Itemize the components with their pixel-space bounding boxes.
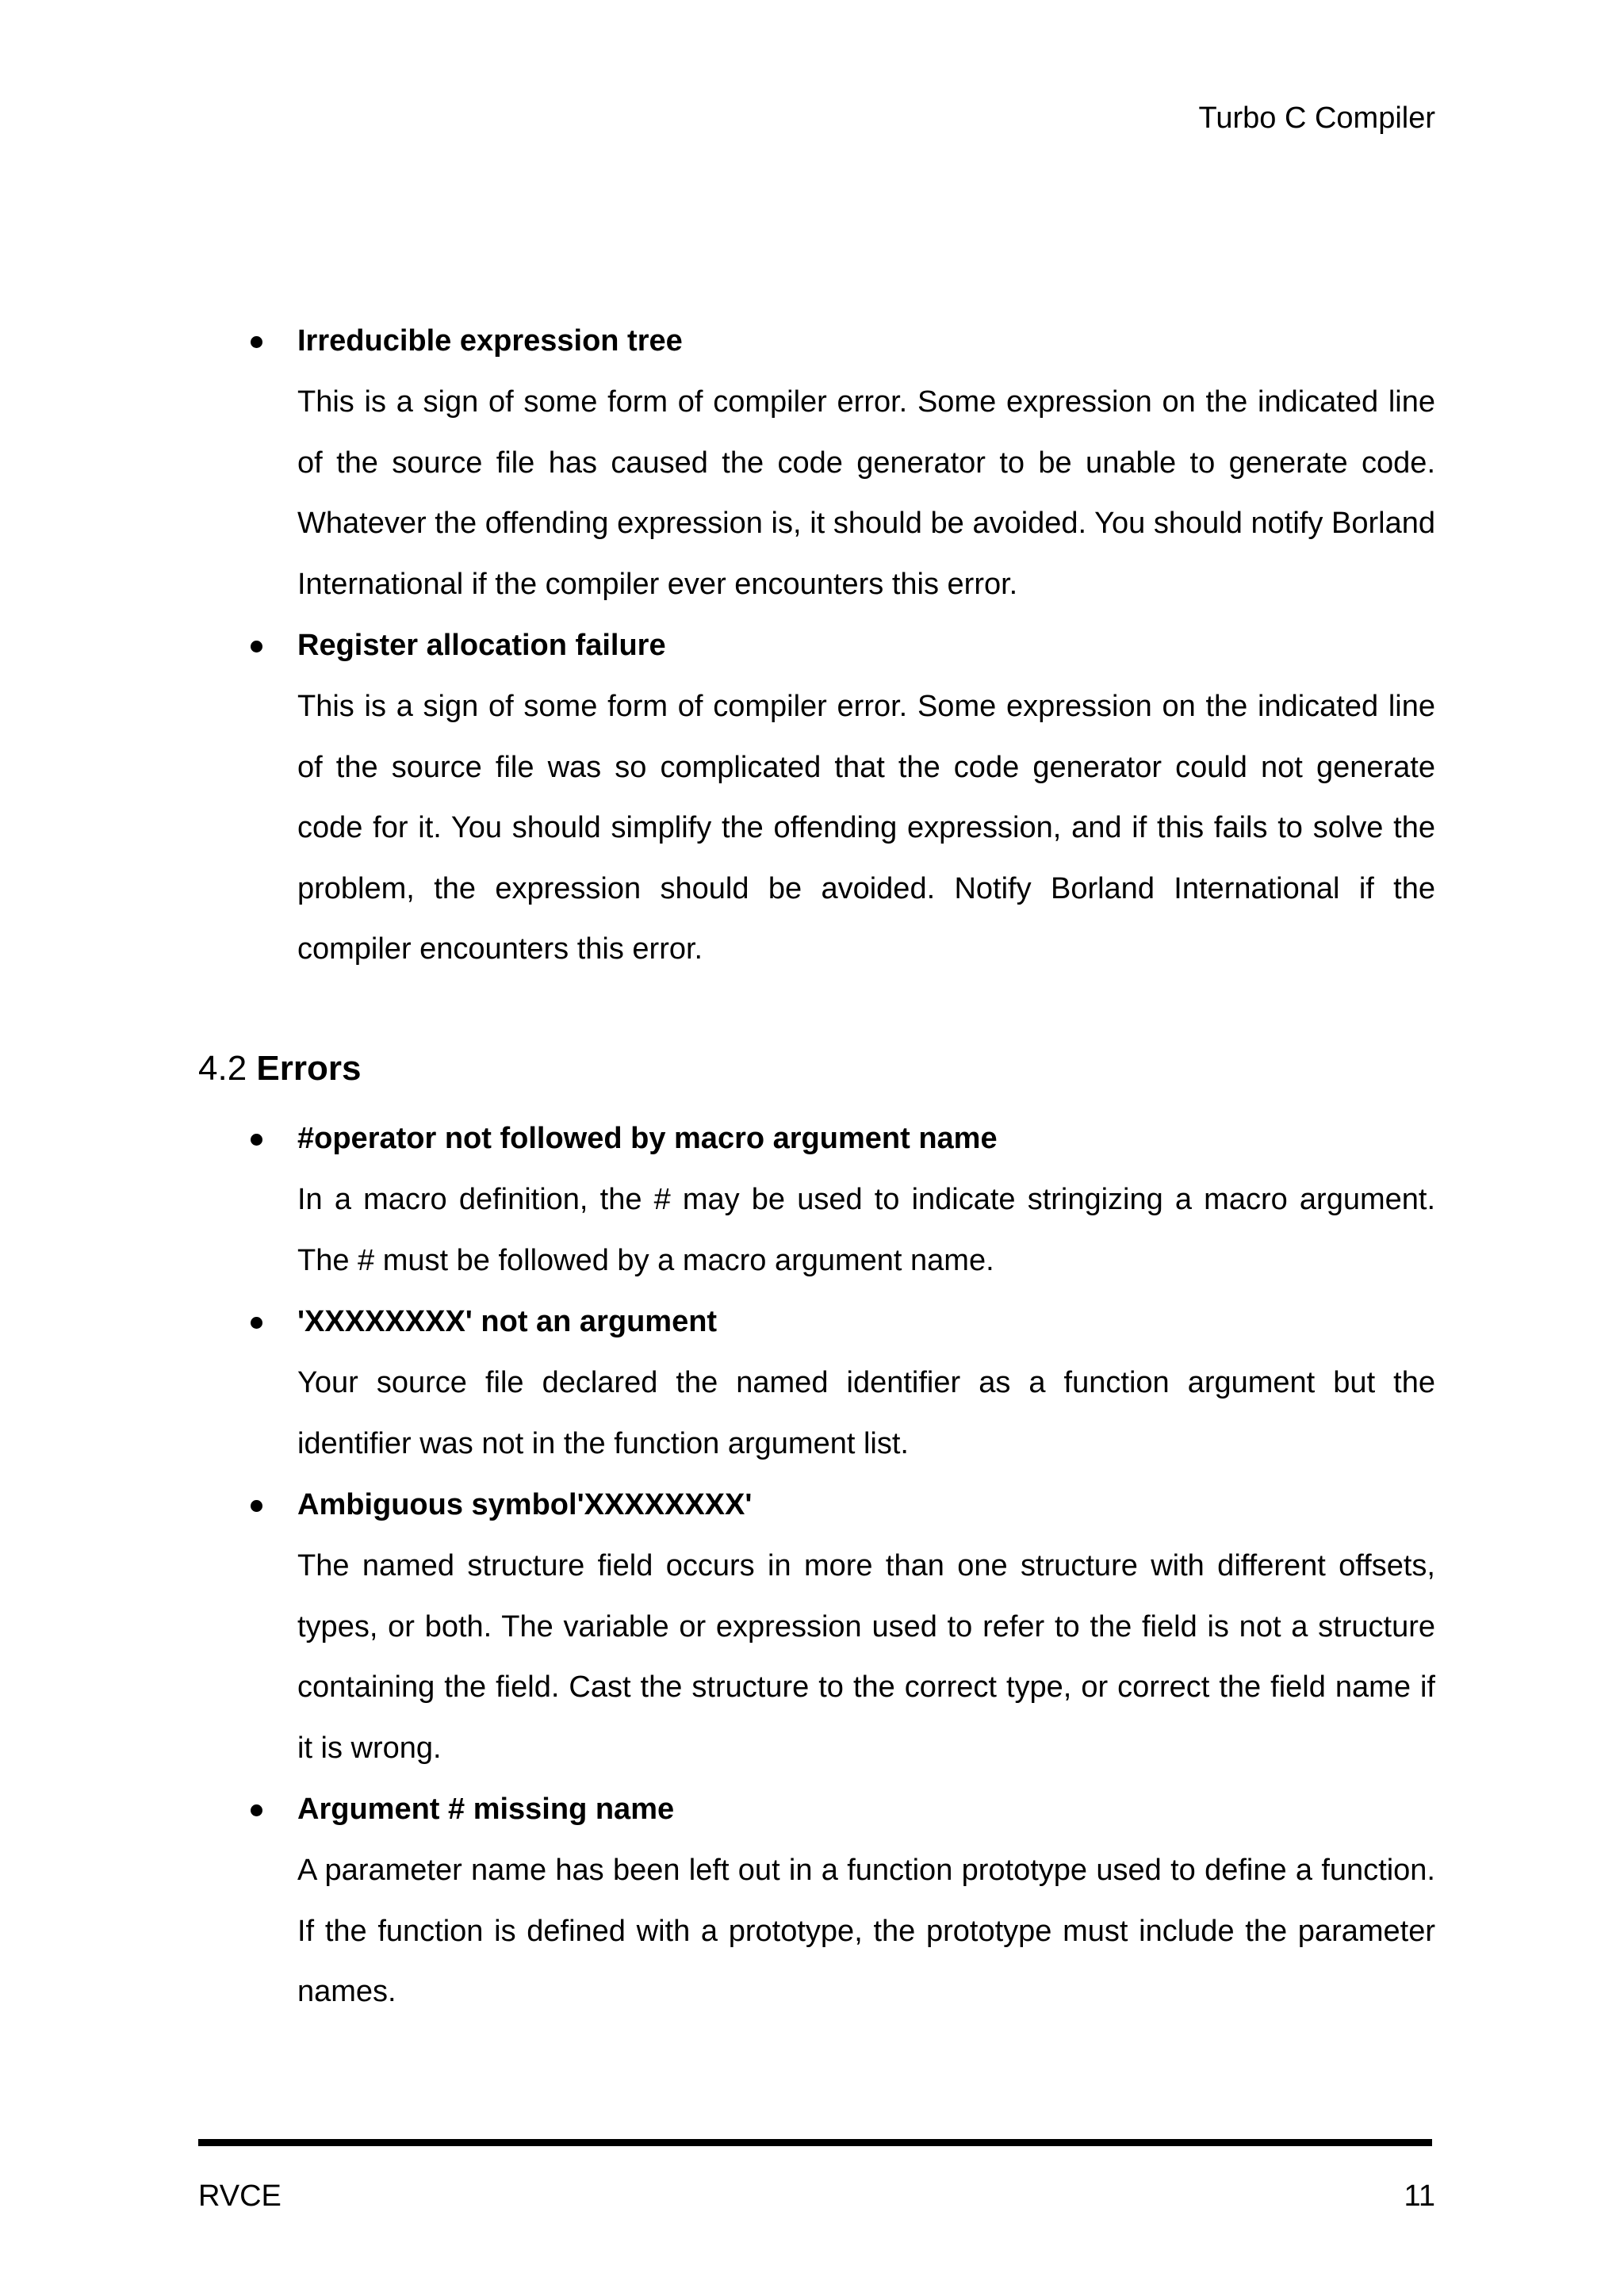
list-item [198, 311, 1435, 614]
footer-divider [198, 2139, 1432, 2146]
list-item [198, 1108, 1435, 1291]
errors-list [198, 1108, 1435, 2023]
running-header: Turbo C Compiler [1198, 101, 1435, 135]
error-title: #operator not followed by macro argument name [297, 1122, 998, 1155]
page-number: 11 [1404, 2179, 1435, 2213]
error-description: The named structure field occurs in more than one structure with different offsets, types, or both. The variable or expression used to refer to the field is not a structure containing the field. Cast the structure to the correct type, or correct the field name if it is wrong. [297, 1549, 1435, 1765]
error-title: Irreducible expression tree [297, 324, 683, 358]
error-description: A parameter name has been left out in a function prototype used to define a function. If the function is defined with a prototype, the prototype must include the parameter names. [297, 1854, 1435, 2008]
footer-institution: RVCE [198, 2179, 282, 2213]
list-item [198, 1292, 1435, 1474]
bullet-icon [251, 641, 262, 652]
error-description: This is a sign of some form of compiler error. Some expression on the indicated line of the source file was so complicated that the code generator could not generate code for it. You should simplify the offending expression, and if this fails to solve the problem, the expression should be avoided. Notify Borland International if the compiler encounters this error. [297, 690, 1435, 966]
bullet-icon [251, 1500, 262, 1512]
error-description: This is a sign of some form of compiler error. Some expression on the indicated line of the source file has caused the code generator to be unable to generate code. Whatever the offending expression is, it should be avoided. You should notify Borland International if the compiler ever encounters this error. [297, 385, 1435, 601]
section-number: 4.2 [198, 1049, 247, 1088]
bullet-icon [251, 1134, 262, 1146]
list-item [198, 615, 1435, 980]
section-title: Errors [256, 1049, 362, 1088]
section-heading [198, 1045, 361, 1093]
error-title: Register allocation failure [297, 629, 666, 662]
list-item [198, 1475, 1435, 1778]
bullet-icon [251, 336, 262, 348]
bullet-icon [251, 1317, 262, 1329]
error-description: In a macro definition, the # may be used to indicate stringizing a macro argument. The # must be followed by a macro argument name. [297, 1183, 1435, 1277]
bullet-icon [251, 1804, 262, 1816]
error-description: Your source file declared the named identifier as a function argument but the identifier was not in the function argument list. [297, 1366, 1435, 1460]
intro-error-list [198, 311, 1435, 981]
error-title: Ambiguous symbol'XXXXXXXX' [297, 1488, 753, 1521]
error-title: Argument # missing name [297, 1793, 675, 1826]
error-title: 'XXXXXXXX' not an argument [297, 1305, 718, 1338]
list-item [198, 1779, 1435, 2022]
